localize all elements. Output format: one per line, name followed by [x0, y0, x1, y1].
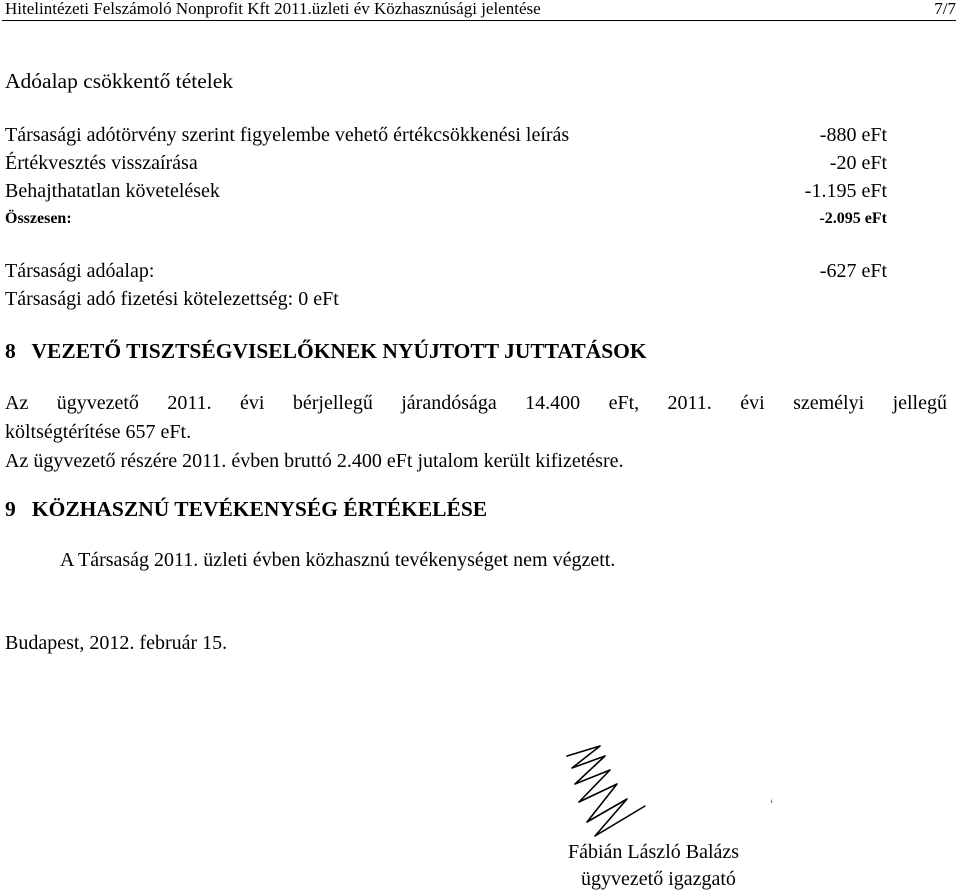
reduction-amount-impairment: -20 eFt [829, 152, 887, 174]
section-8-line-3: Az ügyvezető részére 2011. évben bruttó 2.400 eFt jutalom került kifizetésre. [5, 450, 624, 472]
handwritten-signature [565, 744, 772, 839]
tax-base-label: Társasági adóalap: [5, 260, 155, 282]
reduction-amount-depreciation: -880 eFt [819, 124, 887, 146]
reductions-total-label: Összesen: [5, 210, 72, 227]
tax-liability-amount: 0 eFt [298, 288, 339, 310]
reduction-label-bad-debts: Behajthatatlan követelések [5, 180, 220, 202]
page-number: 7/7 [934, 0, 956, 18]
tax-liability-label: Társasági adó fizetési kötelezettség: [5, 288, 294, 310]
reductions-total-amount: -2.095 eFt [819, 210, 887, 227]
document-title: Hitelintézeti Felszámoló Nonprofit Kft 2011.üzleti év Közhasznúsági jelentése [5, 0, 541, 18]
page-header [0, 0, 960, 22]
section-9-text: A Társaság 2011. üzleti évben közhasznú tevékenységet nem végzett. [60, 549, 616, 571]
header-rule [2, 20, 956, 21]
section-9-heading: 9 KÖZHASZNÚ TEVÉKENYSÉG ÉRTÉKELÉSE [5, 497, 488, 521]
tax-base-amount: -627 eFt [819, 260, 887, 282]
section-8-line-2: költségtérítése 657 eFt. [5, 421, 192, 443]
signatory-title: ügyvezető igazgató [581, 868, 736, 890]
reduction-amount-bad-debts: -1.195 eFt [804, 180, 887, 202]
place-and-date: Budapest, 2012. február 15. [5, 632, 228, 654]
reduction-label-depreciation: Társasági adótörvény szerint figyelembe vehető értékcsökkenési leírás [5, 124, 570, 146]
reduction-label-impairment: Értékvesztés visszaírása [5, 152, 198, 174]
signatory-name: Fábián László Balázs [568, 841, 740, 863]
tax-liability-line [5, 288, 339, 311]
section-8-heading: 8 VEZETŐ TISZTSÉGVISELŐKNEK NYÚJTOTT JUTTATÁSOK [5, 339, 647, 363]
section-8-line-1: Az ügyvezető 2011. évi bérjellegű járandósága 14.400 eFt, 2011. évi személyi jellegű [5, 392, 947, 414]
reductions-title: Adóalap csökkentő tételek [5, 69, 234, 93]
